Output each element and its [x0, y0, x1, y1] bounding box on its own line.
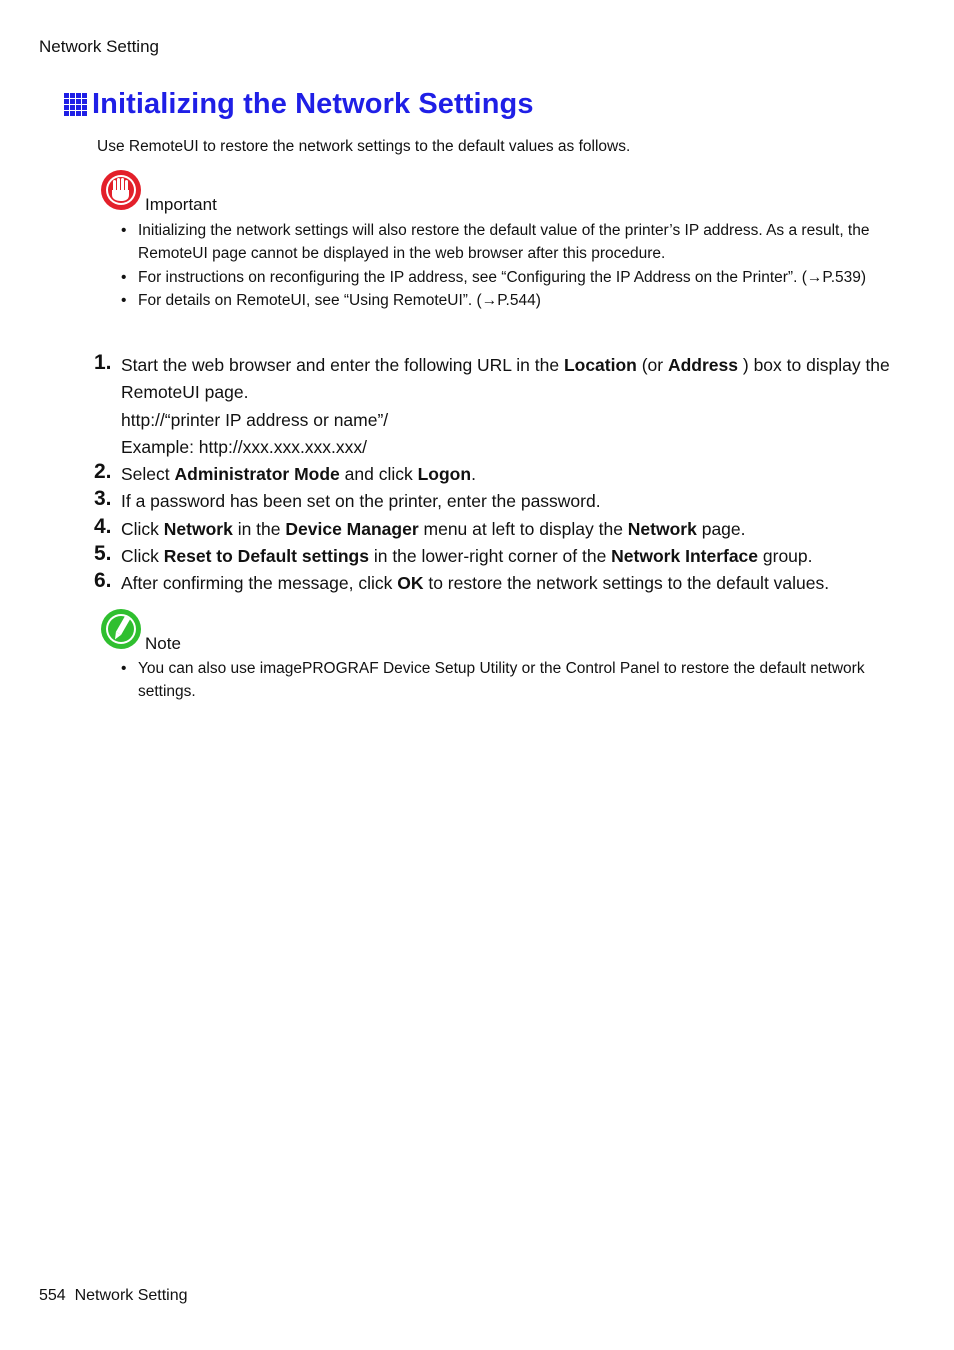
step-text: Click [121, 518, 164, 539]
intro-text: Use RemoteUI to restore the network settings to the default values as follows. [97, 138, 631, 155]
step-text: . [471, 464, 476, 485]
ui-term-address: Address [667, 355, 739, 375]
ui-term-device-manager: Device Manager [285, 518, 419, 539]
ui-term-network: Network [163, 518, 233, 539]
note-callout [100, 608, 142, 655]
page-number: 554 [39, 1287, 66, 1304]
note-list [121, 657, 881, 704]
step-3 [94, 488, 894, 515]
step-text: in the lower-right corner of the [368, 546, 612, 567]
ui-term-logon: Logon [417, 464, 472, 485]
step-1 [94, 352, 894, 461]
ui-term-location: Location [563, 355, 637, 375]
list-item: • You can also use imagePROGRAF Device Setup Utility or the Control Panel to restore the default network settings. [121, 657, 881, 704]
step-text: Start the web browser and enter the following URL in the [121, 355, 564, 375]
ui-term-network-interface: Network Interface [611, 546, 759, 567]
step-text: group. [758, 546, 813, 567]
page-title-row [64, 88, 534, 121]
url-example: Example: http://xxx.xxx.xxx.xxx/ [121, 436, 368, 457]
important-label: Important [145, 195, 217, 214]
ui-term-network: Network [627, 518, 697, 539]
step-6 [94, 570, 894, 597]
step-text: page. [696, 518, 746, 539]
ui-term-administrator-mode: Administrator Mode [174, 464, 340, 485]
step-5 [94, 543, 894, 570]
ui-term-reset-default: Reset to Default settings [163, 546, 369, 567]
running-header: Network Setting [39, 37, 159, 56]
step-text: Click [121, 546, 164, 567]
step-text: (or [636, 355, 668, 375]
footer-section: Network Setting [74, 1287, 188, 1304]
pencil-icon [100, 608, 142, 650]
step-number: 4. [94, 514, 112, 538]
url-format: http://“printer IP address or name”/ [121, 409, 389, 430]
step-text: in the [232, 518, 286, 539]
step-number: 5. [94, 542, 112, 566]
step-2 [94, 461, 894, 488]
step-text: Select [121, 464, 175, 485]
list-item: • For instructions on reconfiguring the IP address, see “Configuring the IP Address on the Printer”. (→P.539) [121, 266, 881, 289]
page-title: Initializing the Network Settings [92, 88, 534, 120]
step-text: menu at left to display the [418, 518, 628, 539]
stop-hand-icon [100, 169, 142, 211]
step-number: 1. [94, 351, 112, 374]
step-text: to restore the network settings to the default values. [423, 573, 830, 594]
important-list [121, 219, 881, 312]
list-item: • Initializing the network settings will also restore the default value of the printer’s IP address. As a result, the RemoteUI page cannot be displayed in the web browser after this procedure. [121, 219, 881, 266]
page-footer [39, 1287, 188, 1305]
step-text: and click [339, 464, 418, 485]
grid-icon [64, 93, 87, 116]
important-callout [100, 169, 142, 216]
step-4 [94, 516, 894, 543]
note-label: Note [145, 634, 181, 653]
procedure-steps [94, 352, 894, 598]
list-item: • For details on RemoteUI, see “Using RemoteUI”. (→P.544) [121, 289, 881, 312]
step-number: 3. [94, 487, 112, 511]
step-text: If a password has been set on the printer, enter the password. [121, 491, 601, 512]
step-text: ) box to display the RemoteUI page. [121, 355, 890, 403]
step-text: After confirming the message, click [121, 573, 398, 594]
ui-term-ok: OK [397, 573, 424, 594]
step-number: 6. [94, 569, 112, 593]
step-number: 2. [94, 460, 112, 484]
